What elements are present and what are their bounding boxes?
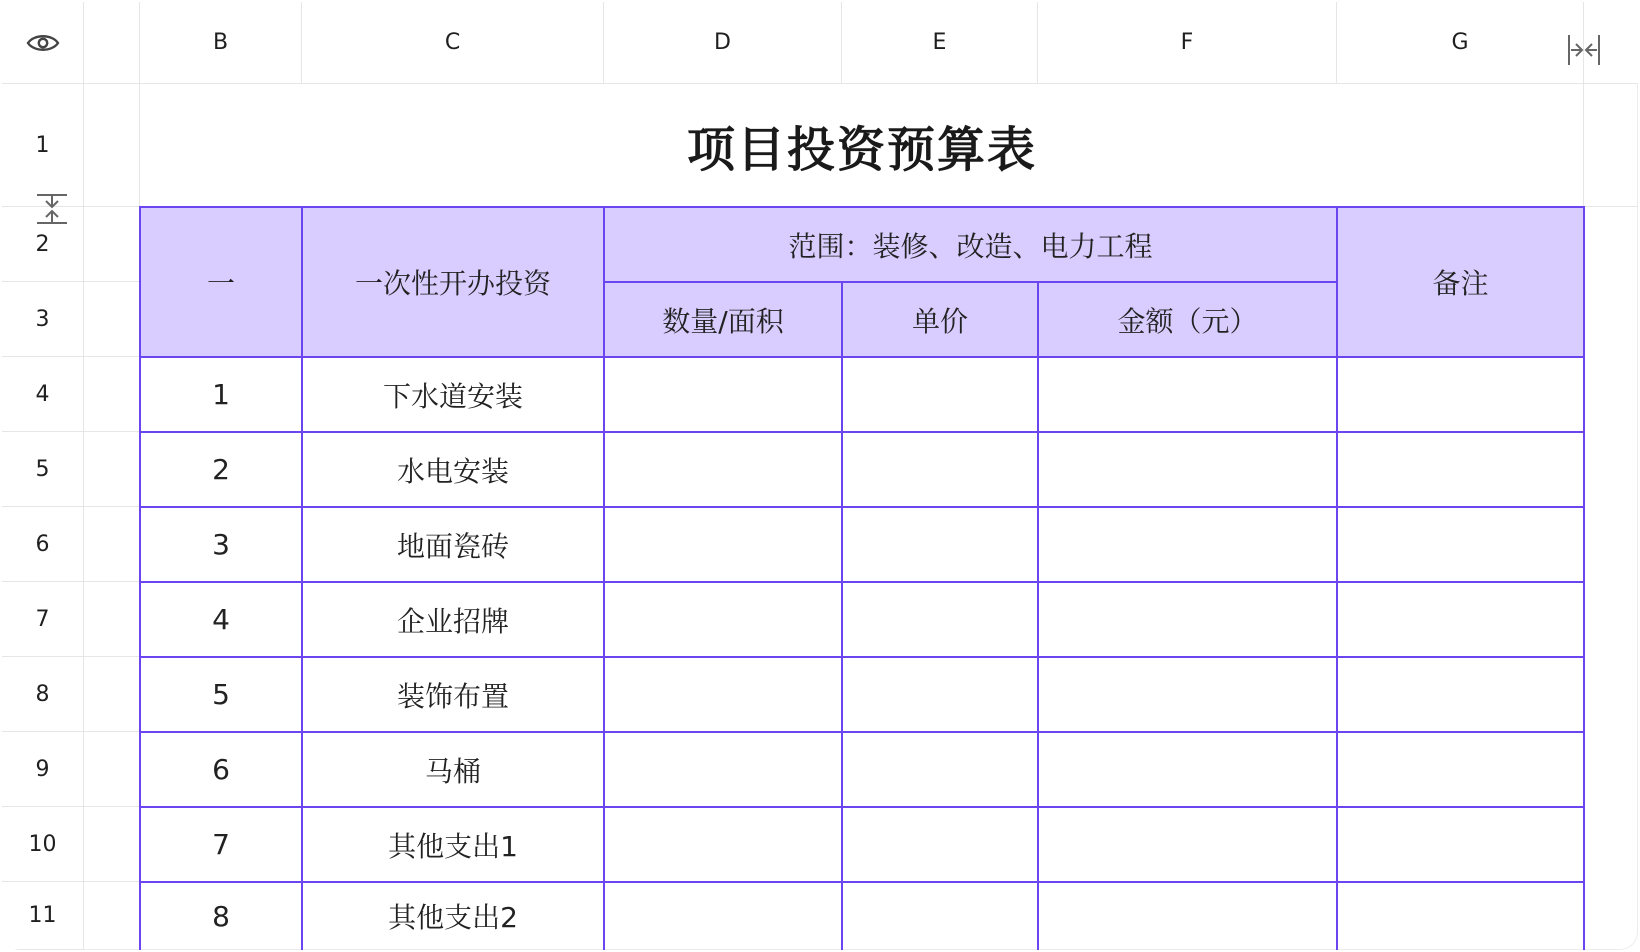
grid-line bbox=[84, 656, 140, 657]
header-cell-c[interactable]: 一次性开办投资 bbox=[302, 207, 604, 357]
item-name[interactable]: 下水道安装 bbox=[382, 379, 523, 413]
header-unit-price[interactable]: 单价 bbox=[842, 282, 1038, 357]
item-no[interactable]: 8 bbox=[212, 899, 230, 933]
item-no[interactable]: 2 bbox=[212, 453, 230, 486]
header-cell-b[interactable]: 一 bbox=[140, 207, 302, 357]
item-no[interactable]: 1 bbox=[212, 378, 230, 411]
table-border bbox=[139, 581, 1585, 583]
sheet-grid bbox=[2, 2, 1638, 950]
grid-line bbox=[84, 506, 140, 507]
row-header-3[interactable]: 3 bbox=[2, 282, 84, 357]
sheet-title[interactable]: 项目投资预算表 bbox=[686, 121, 1037, 178]
corner-cell[interactable] bbox=[2, 2, 84, 84]
column-header-f[interactable]: F bbox=[1038, 2, 1337, 84]
column-header-e[interactable]: E bbox=[842, 2, 1038, 84]
grid-line bbox=[84, 881, 140, 882]
grid-line bbox=[84, 731, 140, 732]
item-name[interactable]: 其他支出2 bbox=[388, 901, 518, 934]
table-border bbox=[603, 281, 1338, 283]
table-border bbox=[841, 281, 843, 950]
header-remark[interactable]: 备注 bbox=[1337, 207, 1584, 357]
table-border bbox=[139, 731, 1585, 733]
column-header-g[interactable]: G bbox=[1337, 2, 1584, 84]
item-name[interactable]: 装饰布置 bbox=[396, 679, 509, 713]
grid-line bbox=[84, 431, 140, 432]
row-header-10[interactable]: 10 bbox=[2, 807, 84, 882]
grid-line bbox=[84, 581, 140, 582]
table-border bbox=[139, 656, 1585, 658]
table-border bbox=[139, 506, 1585, 508]
table-border bbox=[139, 881, 1585, 883]
header-quantity[interactable]: 数量/面积 bbox=[604, 282, 842, 357]
row-header-9[interactable]: 9 bbox=[2, 732, 84, 807]
table-border bbox=[1336, 206, 1338, 950]
row-header-6[interactable]: 6 bbox=[2, 507, 84, 582]
item-no[interactable]: 6 bbox=[212, 753, 230, 786]
row-header-1[interactable]: 1 bbox=[2, 84, 84, 207]
row-header-8[interactable]: 8 bbox=[2, 657, 84, 732]
row-header-4[interactable]: 4 bbox=[2, 357, 84, 432]
row-header-11[interactable]: 11 bbox=[2, 882, 84, 950]
table-border bbox=[1583, 206, 1585, 950]
item-no[interactable]: 7 bbox=[212, 828, 230, 861]
table-border bbox=[1037, 281, 1039, 950]
table-border bbox=[603, 206, 605, 950]
column-header-b[interactable]: B bbox=[140, 2, 302, 84]
table-border bbox=[139, 431, 1585, 433]
table-border bbox=[139, 806, 1585, 808]
collapse-columns-icon[interactable] bbox=[1562, 28, 1606, 72]
item-name[interactable]: 地面瓷砖 bbox=[396, 529, 509, 563]
item-no[interactable]: 4 bbox=[212, 603, 230, 636]
column-header-c[interactable]: C bbox=[302, 2, 604, 84]
column-header-d[interactable]: D bbox=[604, 2, 842, 84]
header-scope[interactable]: 范围：装修、改造、电力工程 bbox=[604, 207, 1337, 282]
item-name[interactable]: 马桶 bbox=[424, 754, 481, 788]
column-header-a[interactable] bbox=[84, 2, 140, 84]
item-no[interactable]: 3 bbox=[212, 528, 230, 561]
item-name[interactable]: 水电安装 bbox=[396, 454, 509, 488]
header-amount[interactable]: 金额（元） bbox=[1038, 282, 1337, 357]
spreadsheet-card bbox=[2, 2, 1638, 950]
row-header-5[interactable]: 5 bbox=[2, 432, 84, 507]
collapse-rows-icon[interactable] bbox=[32, 190, 72, 228]
grid-line bbox=[84, 356, 140, 357]
table-border bbox=[139, 356, 1585, 358]
grid-line bbox=[84, 281, 140, 282]
table-border bbox=[139, 206, 141, 950]
item-name[interactable]: 其他支出1 bbox=[388, 829, 518, 863]
grid-line bbox=[84, 806, 140, 807]
row-header-2[interactable]: 2 bbox=[2, 207, 84, 282]
eye-icon[interactable] bbox=[23, 23, 63, 63]
table-border bbox=[301, 206, 303, 950]
item-name[interactable]: 企业招牌 bbox=[396, 604, 509, 638]
table-border bbox=[139, 206, 1585, 208]
row-header-7[interactable]: 7 bbox=[2, 582, 84, 657]
item-no[interactable]: 5 bbox=[212, 678, 230, 711]
